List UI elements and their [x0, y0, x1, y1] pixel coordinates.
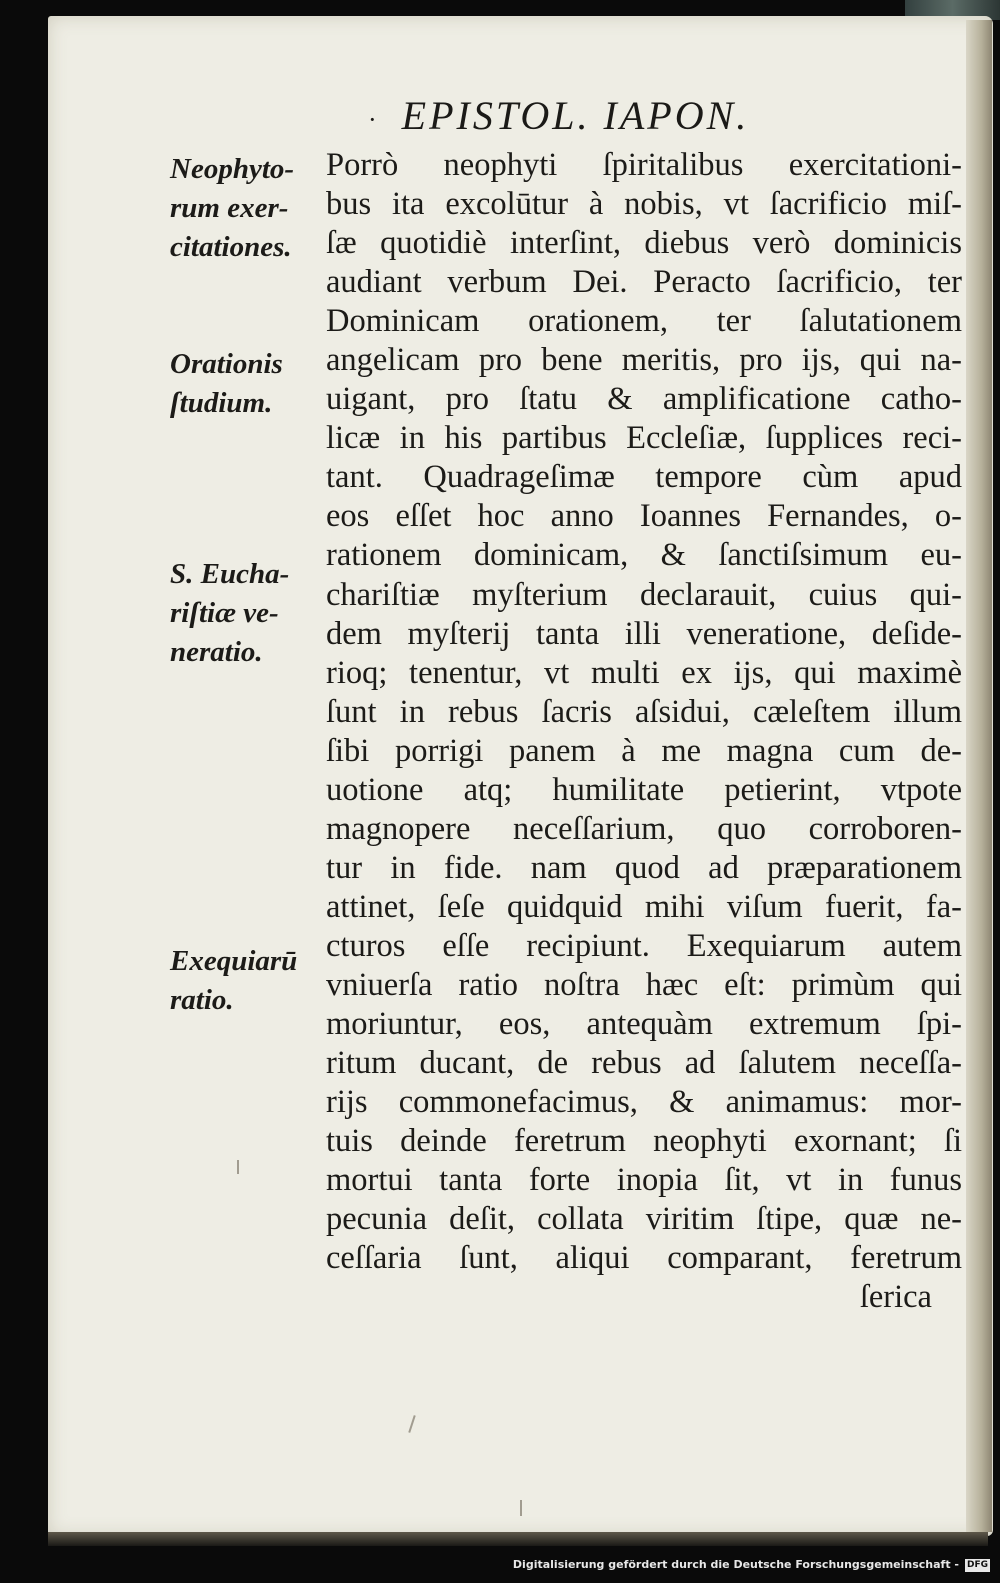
paper-mark — [520, 1500, 522, 1516]
marginal-note-line: Exequiarū — [170, 945, 298, 977]
text-line: uotione atq; humilitate petierint, vtpote — [326, 771, 962, 808]
text-line: ſerica — [859, 1279, 932, 1316]
marginal-note-line: ratio. — [170, 984, 234, 1016]
text-line: angelicam pro bene meritis, pro ijs, qui na- — [326, 342, 962, 379]
text-line: rioq; tenentur, vt multi ex ijs, qui maximè — [326, 654, 962, 691]
marginal-note-line: neratio. — [170, 636, 263, 668]
text-line: tuis deinde feretrum neophyti exornant; ſi — [326, 1123, 962, 1160]
marginal-note-line: rum exer- — [170, 192, 289, 224]
running-title: EPISTOL. IAPON. — [401, 93, 750, 138]
marginal-note-line: Neophyto- — [170, 153, 295, 185]
text-line: bus ita excolūtur à nobis, vt ſacrificio miſ- — [326, 186, 962, 223]
text-line: ſibi porrigi panem à me magna cum de- — [326, 732, 962, 769]
marginal-note-exequiarum — [170, 942, 320, 1020]
text-line: rijs commonefacimus, & animamus: mor- — [326, 1084, 962, 1121]
text-line: attinet, ſeſe quidquid mihi viſum fuerit, fa- — [326, 888, 962, 925]
marginal-note-eucharistiae — [170, 555, 320, 672]
marginal-note-line: Orationis — [170, 348, 283, 380]
body-text — [326, 146, 962, 1317]
digitization-footer — [0, 1553, 1000, 1577]
footer-credit: Digitalisierung gefördert durch die Deutsche Forschungsgemeinschaft - — [512, 1558, 959, 1571]
text-line: eos eſſet hoc anno Ioannes Fernandes, o- — [326, 498, 962, 535]
text-line: Porrò neophyti ſpiritalibus exercitationi- — [326, 147, 962, 183]
page-fore-edge — [966, 20, 992, 1532]
text-line: pecunia deſit, collata viritim ſtipe, quæ ne- — [326, 1201, 962, 1238]
dfg-logo: DFG — [966, 1559, 988, 1570]
text-line: rationem dominicam, & ſanctiſsimum eu- — [326, 537, 962, 574]
marginal-note-line: citationes. — [170, 231, 292, 263]
marginal-note-neophytorum — [170, 150, 320, 267]
marginal-note-line: ſtudium. — [170, 387, 273, 419]
marginal-note-orationis — [170, 345, 320, 423]
marginal-note-line: riſtiæ ve- — [170, 597, 279, 629]
text-line: dem myſterij tanta illi veneratione, deſide- — [326, 615, 962, 652]
text-line: moriuntur, eos, antequàm extremum ſpi- — [326, 1006, 962, 1043]
text-line: tant. Quadrageſimæ tempore cùm apud — [326, 459, 962, 496]
text-line: ceſſaria ſunt, aliqui comparant, feretrum — [326, 1240, 962, 1277]
text-line: Dominicam orationem, ter ſalutationem — [326, 303, 962, 340]
text-line: chariſtiæ myſterium declarauit, cuius qui- — [326, 576, 962, 613]
text-line: mortui tanta forte inopia ſit, vt in funus — [326, 1162, 962, 1199]
text-line: tur in fide. nam quod ad præparationem — [326, 849, 962, 886]
text-line: audiant verbum Dei. Peracto ſacrificio, ter — [326, 264, 962, 301]
text-line: licæ in his partibus Eccleſiæ, ſupplices reci- — [326, 420, 962, 457]
text-line: uigant, pro ſtatu & amplificatione catho- — [326, 381, 962, 418]
text-line: ritum ducant, de rebus ad ſalutem neceſſa- — [326, 1045, 962, 1082]
text-line: magnopere neceſſarium, quo corroboren- — [326, 810, 962, 847]
running-header — [368, 92, 838, 144]
header-dot: · — [368, 104, 380, 134]
text-line: ſunt in rebus ſacris aſsidui, cæleſtem illum — [326, 693, 962, 730]
text-line: cturos eſſe recipiunt. Exequiarum autem — [326, 927, 962, 964]
text-line: ſæ quotidiè interſint, diebus verò dominicis — [326, 225, 962, 262]
page-bottom-edge — [48, 1532, 988, 1546]
marginal-note-line: S. Eucha- — [170, 558, 290, 590]
text-line: vniuerſa ratio noſtra hæc eſt: primùm qui — [326, 966, 962, 1003]
paper-mark — [237, 1160, 239, 1174]
